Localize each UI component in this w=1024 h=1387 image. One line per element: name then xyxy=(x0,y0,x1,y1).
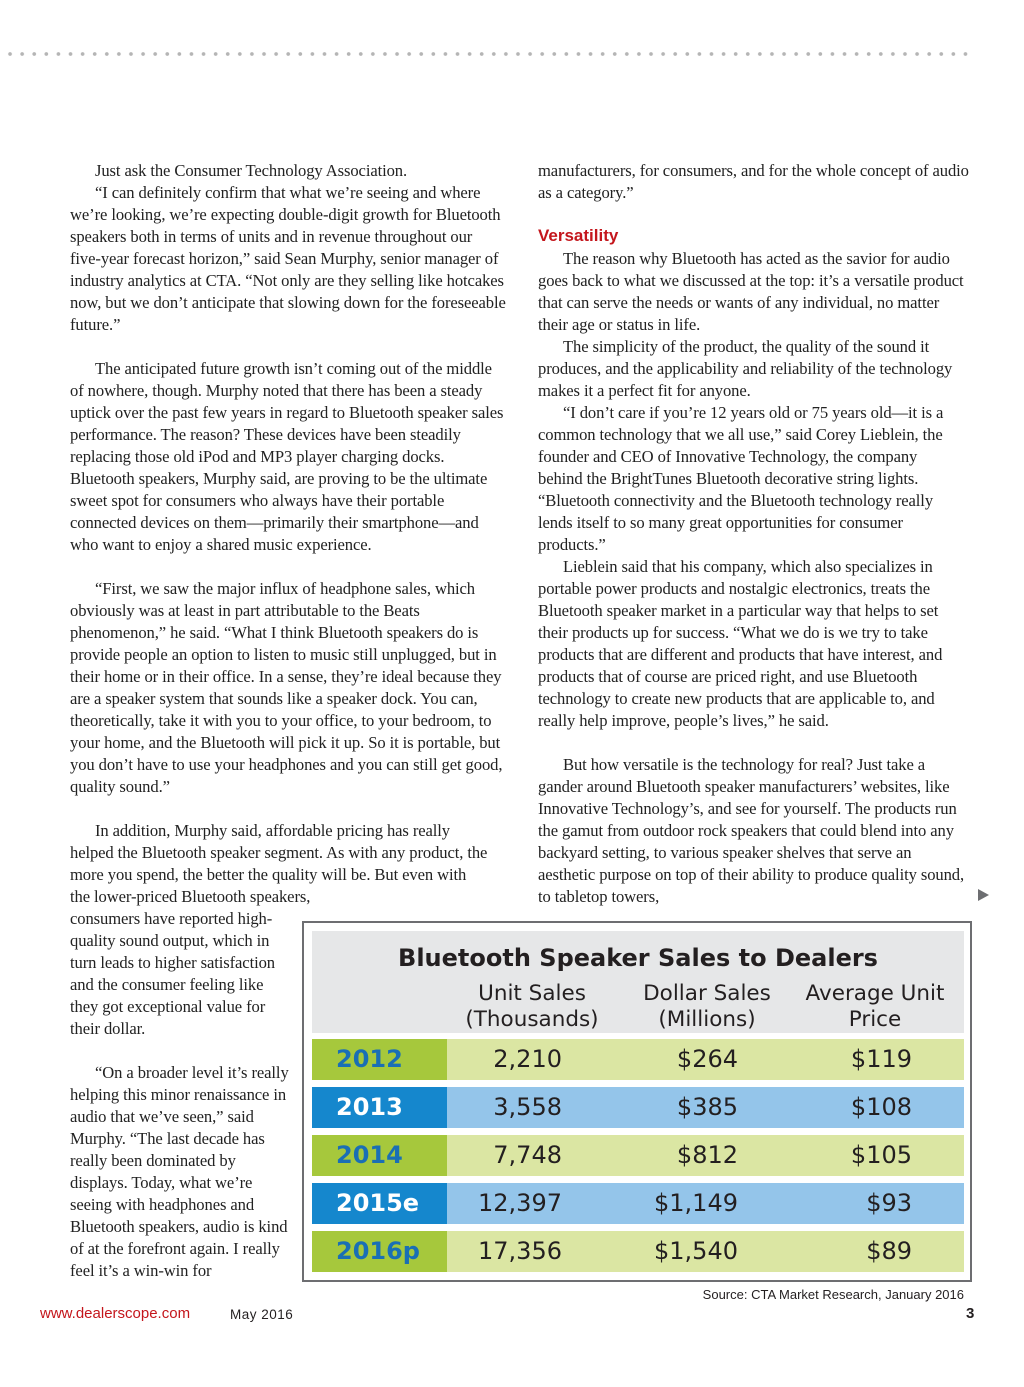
paragraph: manufacturers, for consumers, and for the whole concept of audio as a category.” xyxy=(538,161,969,202)
table-row xyxy=(312,1087,964,1128)
table-header xyxy=(312,931,964,1033)
page-number: 3 xyxy=(966,1305,975,1322)
table-row xyxy=(312,1231,964,1272)
cell-dollar-sales: $1,540 xyxy=(654,1237,738,1265)
table-row xyxy=(312,1135,964,1176)
column-header-dollar-sales: Dollar Sales (Millions) xyxy=(643,981,771,1032)
footer-url[interactable]: www.dealerscope.com xyxy=(40,1305,191,1322)
sales-table xyxy=(302,921,972,1282)
table-source: Source: CTA Market Research, January 2016 xyxy=(702,1287,964,1302)
table-title: Bluetooth Speaker Sales to Dealers xyxy=(398,944,878,972)
section-heading: Versatility xyxy=(538,226,619,245)
cell-average-price: $93 xyxy=(866,1189,912,1217)
paragraph: “I don’t care if you’re 12 years old or 75 years old—it is a common technology that we all use,” said Corey Lieblein, the founder and CEO of Innovative Technology, the company behind the BrightTunes Bluetooth decorative string lights. “Bluetooth connectivity and the Bluetooth technology really lends itself to so many great opportunities for consumer products.” xyxy=(538,403,944,554)
paragraph: “I can definitely confirm that what we’re seeing and where we’re looking, we’re expecting double-digit growth for Bluetooth speakers both in terms of units and in revenue throughout our five-year forecast horizon,” said Sean Murphy, senior manager of industry analytics at CTA. “Not only are they selling like hotcakes now, but we don’t anticipate that slowing down for the foreseeable future.” xyxy=(70,183,506,334)
cell-average-price: $119 xyxy=(850,1045,912,1073)
paragraph: The reason why Bluetooth has acted as the savior for audio goes back to what we discussed at the top: it’s a versatile product that can serve the needs or wants of any individual, no matter their age or status in life. xyxy=(538,249,964,334)
paragraph: In addition, Murphy said, affordable pricing has really helped the Bluetooth speaker segment. As with any product, the more you spend, the better the quality will be. But even with the lower-priced Bluetooth speakers, xyxy=(70,821,488,906)
row-year: 2014 xyxy=(312,1135,447,1176)
cell-average-price: $105 xyxy=(850,1141,912,1169)
row-year: 2016p xyxy=(312,1231,447,1272)
paragraph: consumers have reported high-quality sound output, which in turn leads to higher satisfaction and the consumer feeling like they got exceptional value for their dollar. xyxy=(70,909,275,1038)
paragraph: “On a broader level it’s really helping this minor renaissance in audio that we’ve seen,” said Murphy. “The last decade has really been dominated by displays. Today, what we’re seeing with headphones and Bluetooth speakers, audio is kind of at the forefront again. I really feel it’s a win-win for xyxy=(70,1063,289,1280)
column-header-unit-sales: Unit Sales (Thousands) xyxy=(465,981,599,1032)
column-header-average-price: Average Unit Price xyxy=(805,981,945,1032)
paragraph: But how versatile is the technology for real? Just take a gander around Bluetooth speaker manufacturers’ websites, like Innovative Technology’s, and see for yourself. The products run the gamut from outdoor rock speakers that could blend into any backyard setting, to various speaker shelves that serve an aesthetic purpose on top of their ability to produce quality sound, to tabletop towers, xyxy=(538,755,965,906)
table-row xyxy=(312,1183,964,1224)
dotted-rule xyxy=(4,50,972,58)
paragraph: The simplicity of the product, the quality of the sound it produces, and the applicability and reliability of the technology makes it a perfect fit for anyone. xyxy=(538,337,953,400)
cell-dollar-sales: $385 xyxy=(676,1093,738,1121)
footer-date: May 2016 xyxy=(230,1307,294,1322)
cell-average-price: $89 xyxy=(866,1237,912,1265)
cell-dollar-sales: $812 xyxy=(676,1141,738,1169)
cell-dollar-sales: $1,149 xyxy=(654,1189,738,1217)
paragraph: “First, we saw the major influx of headphone sales, which obviously was at least in part attributable to the Beats phenomenon,” he said. “What I think Bluetooth speakers do is provide people an option to listen to music still unplugged, but in their home or in their office. In a sense, they’re ideal because they are a speaker system that sounds like a speaker dock. You can, theoretically, take it with you to your office, to your bedroom, to your home, and the Bluetooth will pick it up. So it is portable, but you don’t have to use your headphones and you can still get good, quality sound.” xyxy=(70,579,503,796)
cell-unit-sales: 3,558 xyxy=(493,1093,562,1121)
row-year: 2012 xyxy=(312,1039,447,1080)
continue-arrow-icon xyxy=(978,889,989,901)
row-year: 2013 xyxy=(312,1087,447,1128)
cell-unit-sales: 12,397 xyxy=(478,1189,562,1217)
cell-unit-sales: 2,210 xyxy=(493,1045,562,1073)
paragraph: Just ask the Consumer Technology Association. xyxy=(95,161,408,180)
cell-unit-sales: 7,748 xyxy=(493,1141,562,1169)
paragraph: Lieblein said that his company, which also specializes in portable power products and nostalgic electronics, treats the Bluetooth speaker market in a particular way that helps to set their products up for success. “What we do is we try to take products that are different and products that have interest, and products that of course are priced right, and use Bluetooth technology to create new products that are applicable to, and really help improve, people’s lives,” he said. xyxy=(538,557,943,730)
cell-unit-sales: 17,356 xyxy=(478,1237,562,1265)
cell-dollar-sales: $264 xyxy=(676,1045,738,1073)
table-row xyxy=(312,1039,964,1080)
cell-average-price: $108 xyxy=(850,1093,912,1121)
paragraph: The anticipated future growth isn’t coming out of the middle of nowhere, though. Murphy noted that there has been a steady uptick over the past few years in regard to Bluetooth speaker sales performance. The reason? These devices have been steadily replacing those old iPod and MP3 player charging docks. Bluetooth speakers, Murphy said, are proving to be the ultimate sweet spot for consumers who always have their portable connected devices on them—primarily their smartphone—and who want to enjoy a shared music experience. xyxy=(70,359,504,554)
row-year: 2015e xyxy=(312,1183,447,1224)
